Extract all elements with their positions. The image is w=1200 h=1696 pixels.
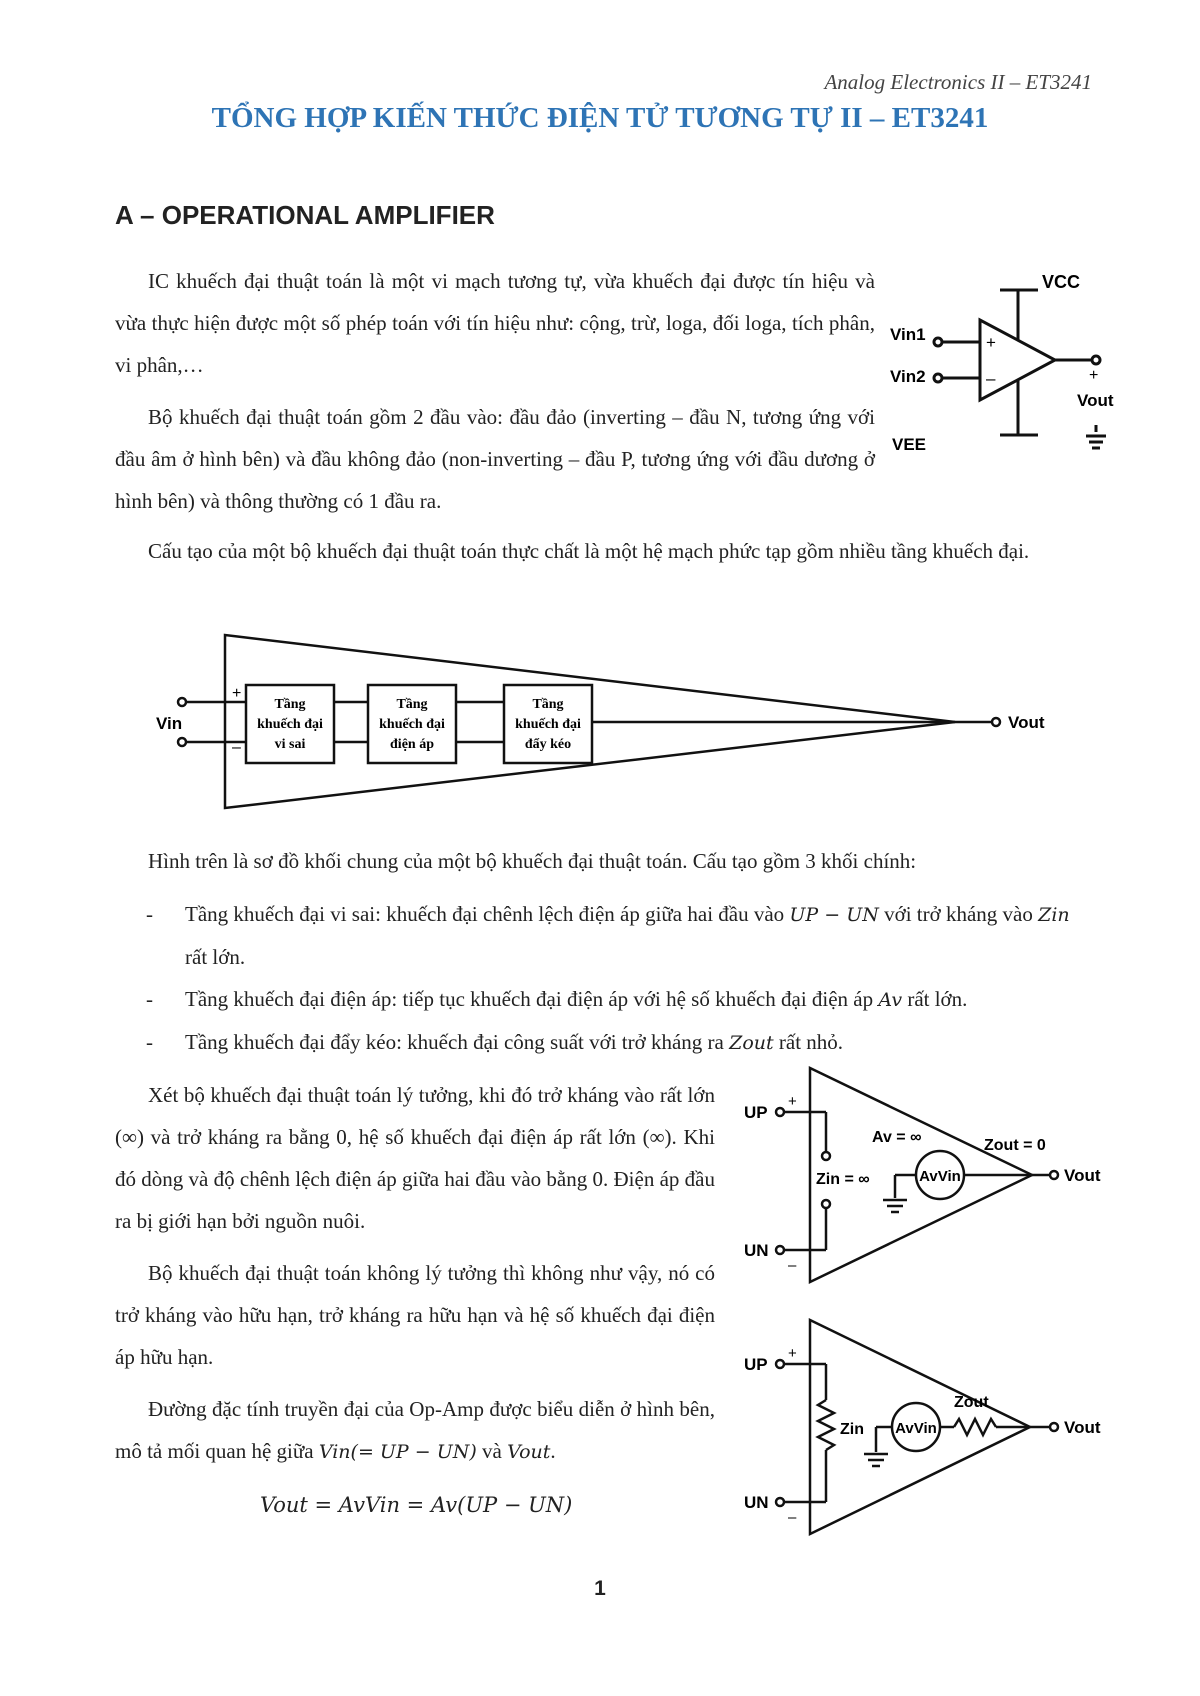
up-label: UP — [744, 1355, 768, 1374]
list-item: - Tầng khuếch đại điện áp: tiếp tục khuếch đại điện áp với hệ số khuếch đại điện áp Av rất lớn. — [146, 987, 968, 1011]
stage-list — [142, 893, 1092, 1064]
vout-label: Vout — [1008, 713, 1045, 732]
zout-label: Zout — [954, 1394, 989, 1411]
paragraph-ideal-opamp: Xét bộ khuếch đại thuật toán lý tưởng, khi đó trở kháng vào rất lớn (∞) và trở kháng ra bằng 0, hệ số khuếch đại điện áp rất lớn (∞). Khi đó dòng và độ chênh lệch điện áp giữa hai đầu vào bằng 0. Điện áp đầu ra bị giới hạn bởi nguồn nuôi. — [115, 1083, 715, 1233]
vin1-label: Vin1 — [890, 325, 926, 344]
up-label: UP — [744, 1103, 768, 1122]
opamp-block-diagram — [150, 630, 1050, 820]
un-label: UN — [744, 1493, 769, 1512]
output-plus-sign: + — [1089, 367, 1099, 384]
zin-label: Zin = ∞ — [816, 1171, 870, 1188]
stage1-line3: vi sai — [274, 737, 306, 752]
stage3-line3: đẩy kéo — [524, 737, 572, 752]
paragraph-transfer-characteristic: Đường đặc tính truyền đại của Op-Amp được biểu diễn ở hình bên, mô tả mối quan hệ giữa Vin(= UP − UN) và Vout. — [115, 1397, 715, 1463]
block-summary-text — [115, 840, 1090, 882]
minus-sign: – — [788, 1257, 797, 1274]
page-number: 1 — [594, 1577, 606, 1600]
ideal-vs-real-text-block — [115, 1074, 715, 1473]
intro-text-block — [115, 260, 875, 522]
course-label: Analog Electronics II – ET3241 — [824, 70, 1092, 94]
paragraph-ic-definition: IC khuếch đại thuật toán là một vi mạch tương tự, vừa khuếch đại được tín hiệu và vừa thực hiện được một số phép toán với tín hiệu như: cộng, trừ, loga, đối loga, tích phân, vi phân,… — [115, 269, 875, 377]
vout-label: Vout — [1064, 1166, 1101, 1185]
un-label: UN — [744, 1241, 769, 1260]
stage3-line2: khuếch đại — [515, 717, 581, 732]
minus-sign: – — [788, 1509, 797, 1526]
vout-label: Vout — [1077, 391, 1114, 410]
paragraph-block-summary: Hình trên là sơ đồ khối chung của một bộ khuếch đại thuật toán. Cấu tạo gồm 3 khối chính: — [148, 849, 917, 873]
real-opamp-model-diagram — [740, 1312, 1120, 1552]
source-label: AvVin — [919, 1168, 961, 1185]
zin-resistor — [818, 1400, 834, 1450]
zin-label: Zin — [840, 1421, 864, 1438]
document-title: TỔNG HỢP KIẾN THỨC ĐIỆN TỬ TƯƠNG TỰ II – ET3241 — [211, 102, 989, 134]
minus-sign: – — [986, 369, 996, 388]
zout-label: Zout = 0 — [984, 1137, 1046, 1154]
stage2-line1: Tầng — [396, 697, 428, 712]
plus-sign: + — [788, 1093, 797, 1110]
source-label: AvVin — [895, 1420, 937, 1437]
vout-label: Vout — [1064, 1418, 1101, 1437]
list-item: - Tầng khuếch đại đẩy kéo: khuếch đại công suất với trở kháng ra Zout rất nhỏ. — [146, 1030, 844, 1054]
opamp-symbol-diagram — [890, 270, 1130, 470]
stage2-line3: điện áp — [390, 737, 434, 752]
list-item: - Tầng khuếch đại vi sai: khuếch đại chênh lệch điện áp giữa hai đầu vào UP − UN với trở kháng vào Zin rất lớn. — [146, 902, 1070, 969]
input-minus-sign: – — [232, 739, 241, 756]
stage1-line1: Tầng — [274, 697, 306, 712]
gain-formula: Vout = AvVin = Av(UP − UN) — [260, 1493, 573, 1517]
paragraph-inputs: Bộ khuếch đại thuật toán gồm 2 đầu vào: đầu đảo (inverting – đầu N, tương ứng với đầu âm ở hình bên) và đầu không đảo (non-inverting – đầu P, tương ứng với đầu dương ở hình bên) và thông thường có 1 đầu ra. — [115, 405, 875, 513]
vin-label: Vin — [156, 714, 183, 733]
zout-resistor — [954, 1419, 996, 1435]
paragraph-real-opamp: Bộ khuếch đại thuật toán không lý tưởng thì không như vậy, nó có trở kháng vào hữu hạn, trở kháng ra hữu hạn và hệ số khuếch đại điện áp hữu hạn. — [115, 1261, 715, 1369]
stage1-line2: khuếch đại — [257, 717, 323, 732]
vin2-label: Vin2 — [890, 367, 926, 386]
section-heading: A – OPERATIONAL AMPLIFIER — [115, 200, 495, 230]
structure-text-block — [115, 530, 1090, 572]
paragraph-structure: Cấu tạo của một bộ khuếch đại thuật toán thực chất là một hệ mạch phức tạp gồm nhiều tầng khuếch đại. — [148, 539, 1030, 563]
plus-sign: + — [788, 1345, 797, 1362]
vcc-label: VCC — [1042, 272, 1081, 292]
plus-sign: + — [986, 333, 996, 352]
ideal-opamp-model-diagram — [740, 1060, 1120, 1300]
av-label: Av = ∞ — [872, 1129, 922, 1146]
stage2-line2: khuếch đại — [379, 717, 445, 732]
vee-label: VEE — [892, 435, 927, 454]
stage3-line1: Tầng — [532, 697, 564, 712]
input-plus-sign: + — [232, 685, 242, 702]
